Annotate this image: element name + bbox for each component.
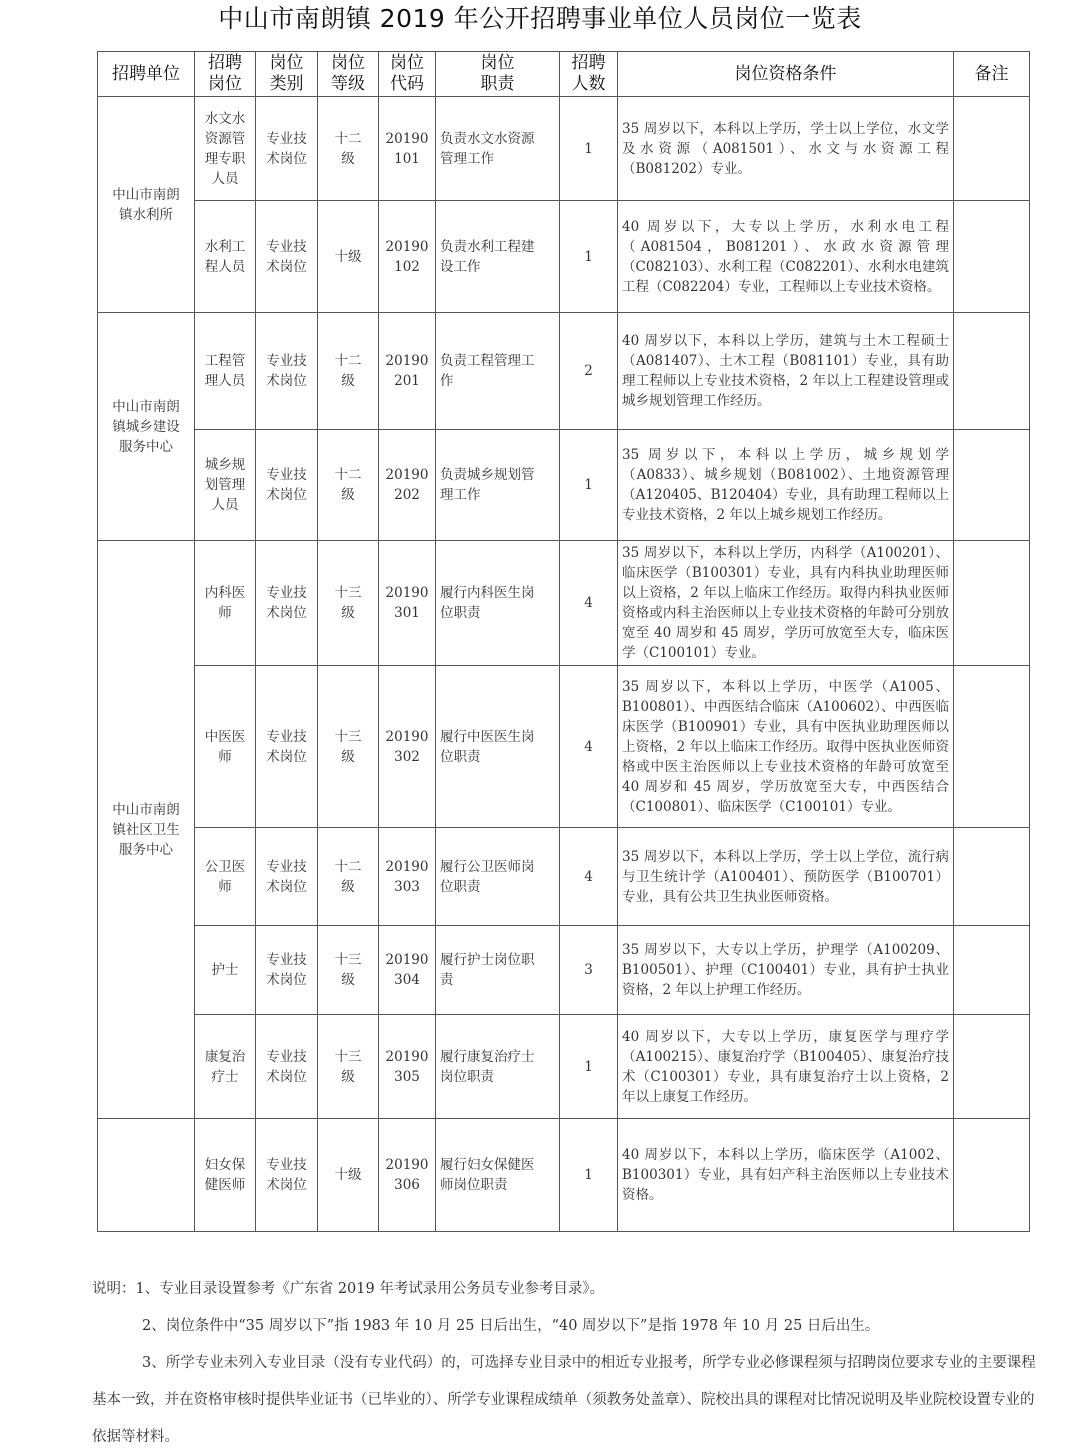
header-duty: 岗位 职责 — [436, 52, 560, 97]
requirements-cell: 40 周岁以下，大专以上学历，水利水电工程（A081504，B081201）、水政水资源管理（C082103）、水利工程（C082201）、水利水电建筑工程（C082204）专业，工程师以上专业技术资格。 — [618, 201, 954, 313]
count-cell: 4 — [560, 541, 618, 666]
count-cell: 1 — [560, 201, 618, 313]
category-cell: 专业技 术岗位 — [256, 666, 318, 828]
count-cell: 1 — [560, 97, 618, 201]
table-row — [98, 1015, 1030, 1119]
table-row — [98, 97, 1030, 201]
category-cell: 专业技 术岗位 — [256, 97, 318, 201]
remark-cell — [954, 828, 1030, 926]
level-cell: 十二 级 — [318, 313, 379, 430]
requirements-cell: 35 周岁以下，本科以上学历，内科学（A100201）、临床医学（B100301）专业，具有内科执业助理医师以上资格，2 年以上临床工作经历。取得内科执业医师资格或内科主治医师以上专业技术资格的年龄可分别放宽至 40 周岁和 45 周岁，学历可放宽至大专，临床医学（C100101）专业。 — [618, 541, 954, 666]
position-cell: 康复治 疗士 — [195, 1015, 256, 1119]
code-cell: 20190 102 — [379, 201, 436, 313]
category-cell: 专业技 术岗位 — [256, 1015, 318, 1119]
category-cell: 专业技 术岗位 — [256, 926, 318, 1015]
unit-cell: 中山市南朗 镇水利所 — [98, 97, 195, 313]
header-count: 招聘 人数 — [560, 52, 618, 97]
header-code: 岗位 代码 — [379, 52, 436, 97]
requirements-cell: 40 周岁以下，本科以上学历，临床医学（A1002、B100301）专业，具有妇产科主治医师以上专业技术资格。 — [618, 1119, 954, 1232]
page-title: 中山市南朗镇 2019 年公开招聘事业单位人员岗位一览表 — [218, 4, 862, 33]
count-cell: 4 — [560, 828, 618, 926]
code-cell: 20190 101 — [379, 97, 436, 201]
table-row — [98, 430, 1030, 541]
remark-cell — [954, 430, 1030, 541]
table-row — [98, 666, 1030, 828]
code-cell: 20190 302 — [379, 666, 436, 828]
remark-cell — [954, 313, 1030, 430]
category-cell: 专业技 术岗位 — [256, 313, 318, 430]
remark-cell — [954, 201, 1030, 313]
code-cell: 20190 304 — [379, 926, 436, 1015]
remark-cell — [954, 1015, 1030, 1119]
level-cell: 十三 级 — [318, 666, 379, 828]
level-cell: 十级 — [318, 1119, 379, 1232]
note-item: 2、岗位条件中“35 周岁以下”指 1983 年 10 月 25 日后出生，“40 周岁以下”是指 1978 年 10 月 25 日后出生。 — [142, 1318, 880, 1334]
unit-cell: 中山市南朗 镇城乡建设 服务中心 — [98, 313, 195, 541]
remark-cell — [954, 1119, 1030, 1232]
duty-cell: 履行护士岗位职 责 — [436, 926, 560, 1015]
requirements-cell: 35 周岁以下，本科以上学历，学士以上学位，流行病与卫生统计学（A100401）、预防医学（B100701）专业，具有公共卫生执业医师资格。 — [618, 828, 954, 926]
note-item: 说明：1、专业目录设置参考《广东省 2019 年考试录用公务员专业参考目录》。 — [92, 1281, 605, 1297]
position-cell: 中医医 师 — [195, 666, 256, 828]
note-item: 3、所学专业未列入专业目录（没有专业代码）的，可选择专业目录中的相近专业报考，所学专业必修课程须与招聘岗位要求专业的主要课程基本一致，并在资格审核时提供毕业证书（已毕业的）、所学专业课程成绩单（须教务处盖章）、院校出具的课程对比情况说明及毕业院校设置专业的依据等材料。 — [92, 1355, 1036, 1445]
code-cell: 20190 303 — [379, 828, 436, 926]
code-cell: 20190 202 — [379, 430, 436, 541]
table-row — [98, 828, 1030, 926]
level-cell: 十三 级 — [318, 926, 379, 1015]
table-header-row — [98, 52, 1030, 97]
level-cell: 十二 级 — [318, 430, 379, 541]
count-cell: 3 — [560, 926, 618, 1015]
header-unit: 招聘单位 — [98, 52, 195, 97]
requirements-cell: 40 周岁以下，大专以上学历，康复医学与理疗学（A100215）、康复治疗学（B100405）、康复治疗技术（C100301）专业，具有康复治疗士以上资格，2 年以上康复工作经历。 — [618, 1015, 954, 1119]
remark-cell — [954, 541, 1030, 666]
code-cell: 20190 306 — [379, 1119, 436, 1232]
position-cell: 城乡规 划管理 人员 — [195, 430, 256, 541]
table-row — [98, 926, 1030, 1015]
duty-cell: 负责工程管理工 作 — [436, 313, 560, 430]
requirements-cell: 35 周岁以下，本科以上学历，学士以上学位，水文学及水资源（A081501）、水文与水资源工程（B081202）专业。 — [618, 97, 954, 201]
header-remark: 备注 — [954, 52, 1030, 97]
duty-cell: 履行妇女保健医 师岗位职责 — [436, 1119, 560, 1232]
code-cell: 20190 305 — [379, 1015, 436, 1119]
unit-cell — [98, 1119, 195, 1232]
table-row — [98, 201, 1030, 313]
remark-cell — [954, 666, 1030, 828]
remark-cell — [954, 97, 1030, 201]
position-cell: 水文水 资源管 理专职 人员 — [195, 97, 256, 201]
level-cell: 十三 级 — [318, 1015, 379, 1119]
level-cell: 十三 级 — [318, 541, 379, 666]
position-cell: 内科医 师 — [195, 541, 256, 666]
duty-cell: 履行公卫医师岗 位职责 — [436, 828, 560, 926]
position-cell: 护士 — [195, 926, 256, 1015]
category-cell: 专业技 术岗位 — [256, 541, 318, 666]
count-cell: 1 — [560, 1015, 618, 1119]
count-cell: 2 — [560, 313, 618, 430]
count-cell: 1 — [560, 430, 618, 541]
level-cell: 十二 级 — [318, 97, 379, 201]
requirements-cell: 35 周岁以下，大专以上学历，护理学（A100209、B100501）、护理（C100401）专业，具有护士执业资格，2 年以上护理工作经历。 — [618, 926, 954, 1015]
header-requirements: 岗位资格条件 — [618, 52, 954, 97]
count-cell: 1 — [560, 1119, 618, 1232]
duty-cell: 履行康复治疗士 岗位职责 — [436, 1015, 560, 1119]
position-cell: 公卫医 师 — [195, 828, 256, 926]
duty-cell: 履行内科医生岗 位职责 — [436, 541, 560, 666]
duty-cell: 负责水利工程建 设工作 — [436, 201, 560, 313]
notes-section — [92, 1271, 1042, 1456]
header-level: 岗位 等级 — [318, 52, 379, 97]
level-cell: 十二 级 — [318, 828, 379, 926]
duty-cell: 负责水文水资源 管理工作 — [436, 97, 560, 201]
category-cell: 专业技 术岗位 — [256, 430, 318, 541]
unit-cell: 中山市南朗 镇社区卫生 服务中心 — [98, 541, 195, 1119]
table-row — [98, 541, 1030, 666]
category-cell: 专业技 术岗位 — [256, 1119, 318, 1232]
category-cell: 专业技 术岗位 — [256, 201, 318, 313]
requirements-cell: 35 周岁以下，本科以上学历，城乡规划学（A0833）、城乡规划（B081002）、土地资源管理（A120405、B120404）专业，具有助理工程师以上专业技术资格，2 年以上城乡规划工作经历。 — [618, 430, 954, 541]
code-cell: 20190 201 — [379, 313, 436, 430]
position-cell: 妇女保 健医师 — [195, 1119, 256, 1232]
header-position: 招聘 岗位 — [195, 52, 256, 97]
category-cell: 专业技 术岗位 — [256, 828, 318, 926]
duty-cell: 负责城乡规划管 理工作 — [436, 430, 560, 541]
duty-cell: 履行中医医生岗 位职责 — [436, 666, 560, 828]
level-cell: 十级 — [318, 201, 379, 313]
header-category: 岗位 类别 — [256, 52, 318, 97]
requirements-cell: 35 周岁以下，本科以上学历，中医学（A1005、B100801）、中西医结合临床（A100602）、中西医临床医学（B100901）专业，具有中医执业助理医师以上资格，2 年以上临床工作经历。取得中医执业医师资格或中医主治医师以上专业技术资格的年龄可放宽至 40 周岁和 45 周岁，学历放宽至大专，中西医结合（C100801）、临床医学（C100101）专业。 — [618, 666, 954, 828]
remark-cell — [954, 926, 1030, 1015]
code-cell: 20190 301 — [379, 541, 436, 666]
table-row — [98, 1119, 1030, 1232]
requirements-cell: 40 周岁以下，本科以上学历，建筑与土木工程硕士（A081407）、土木工程（B081101）专业，具有助理工程师以上专业技术资格，2 年以上工程建设管理或城乡规划管理工作经历。 — [618, 313, 954, 430]
position-cell: 水利工 程人员 — [195, 201, 256, 313]
count-cell: 4 — [560, 666, 618, 828]
table-row — [98, 313, 1030, 430]
positions-table — [97, 51, 1030, 1232]
position-cell: 工程管 理人员 — [195, 313, 256, 430]
